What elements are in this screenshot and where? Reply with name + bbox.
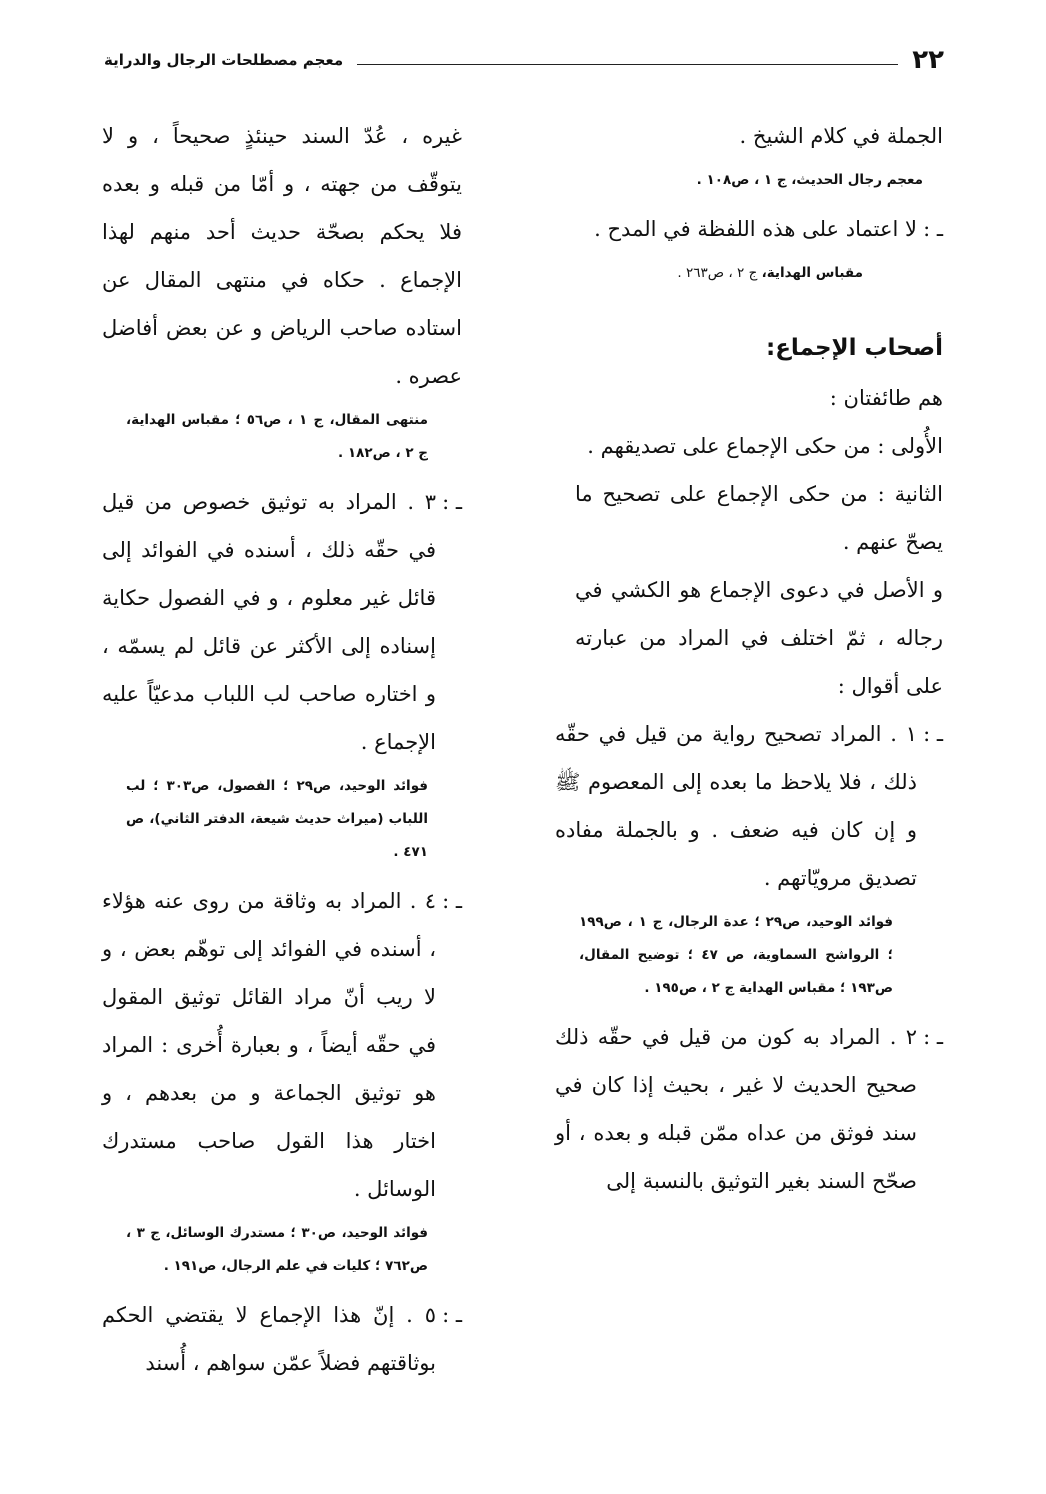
item-reference [555,257,943,290]
list-item [102,877,462,1213]
item-marker: ـ : [923,217,943,241]
item-marker: ـ : [442,889,462,913]
paragraph: و الأصل في دعوى الإجماع هو الكشي في رجاله ، ثمّ اختلف في المراد من عبارته على أقوال : [575,578,943,698]
item-text: ٤ . المراد به وثاقة من روى عنه هؤلاء ، أسنده في الفوائد إلى توهّم بعض ، و لا ريب أنّ مراد القائل توثيق المقول في حقّه أيضاً ، و بعبارة أُخرى : المراد هو توثيق الجماعة و من بعدهم ، و اختار هذا القول صاحب مستدرك الوسائل . [102,889,436,1201]
list-item [555,205,943,253]
right-column [555,112,943,1205]
reference-source: مقباس الهداية، [761,265,863,281]
left-column [102,112,462,1387]
item-text: ٣ . المراد به توثيق خصوص من قيل في حقّه ذلك ، أسنده في الفوائد إلى قائل غير معلوم ، و في الفصول حكاية إسناده إلى الأكثر عن قائل لم يسمّه ، و اختاره صاحب لب اللباب مدعيّاً عليه الإجماع . [102,490,436,754]
paragraph: هم طائفتان : [829,386,943,410]
section-heading: أصحاب الإجماع: [766,335,943,361]
item-reference: فوائد الوحيد، ص٢٩ ؛ الفصول، ص٣٠٣ ؛ لب اللباب (ميراث حديث شيعة، الدفتر الثاني)، ص ٤٧١ . [126,778,428,860]
item-text: ١ . المراد تصحيح رواية من قيل في حقّه ذلك ، فلا يلاحظ ما بعده إلى المعصوم ﷺ و إن كان فيه ضعف . و بالجملة مفاده تصديق مرويّاتهم . [555,722,917,890]
item-reference: فوائد الوحيد، ص٣٠ ؛ مستدرك الوسائل، ج ٣ ، ص٧٦٢ ؛ كليات في علم الرجال، ص١٩١ . [126,1225,428,1274]
list-item [102,1291,462,1387]
item-reference: منتهى المقال، ج ١ ، ص٥٦ ؛ مقباس الهداية، ج ٢ ، ص١٨٢ . [126,412,428,461]
item-marker: ـ : [442,1303,462,1327]
item-marker: ـ : [442,490,462,514]
item-marker: ـ : [923,722,943,746]
header-rule [357,64,898,65]
list-item [555,710,943,902]
item-marker: ـ : [923,1025,943,1049]
intro-text: الجملة في كلام الشيخ . [739,124,943,148]
paragraph: غيره ، عُدّ السند حينئذٍ صحيحاً ، و لا يتوقّف من جهته ، و أمّا من قبله و بعده فلا يحكم بصحّة حديث أحد منهم لهذا الإجماع . حكاه في منتهى المقال عن استاده صاحب الرياض و عن بعض أفاضل عصره . [102,124,462,388]
reference-location: ج ٢ ، ص٢٦٣ . [677,265,762,281]
paragraph: الثانية : من حكى الإجماع على تصحيح ما يصحّ عنهم . [575,482,943,554]
item-text: ٥ . إنّ هذا الإجماع لا يقتضي الحكم بوثاقتهم فضلاً عمّن سواهم ، أُسند [102,1303,436,1375]
item-text: لا اعتماد على هذه اللفظة في المدح . [594,217,917,241]
item-text: ٢ . المراد به كون من قيل في حقّه ذلك صحيح الحديث لا غير ، بحيث إذا كان في سند فوثق من عداه ممّن قبله و بعده ، أو صحّح السند بغير التوثيق بالنسبة إلى [555,1025,917,1193]
running-title: معجم مصطلحات الرجال والدراية [104,51,344,69]
list-item [102,478,462,766]
page-header [104,40,944,80]
list-item [555,1013,943,1205]
paragraph: الأُولى : من حكى الإجماع على تصديقهم . [587,434,943,458]
page-number: ٢٢ [912,45,944,75]
intro-reference: معجم رجال الحديث، ج ١ ، ص١٠٨ . [696,172,923,188]
item-reference: فوائد الوحيد، ص٢٩ ؛ عدة الرجال، ج ١ ، ص١٩٩ ؛ الرواشح السماوية، ص ٤٧ ؛ توضيح المقال، ص١٩٣ ؛ مقباس الهداية ج ٢ ، ص١٩٥ . [579,914,893,996]
